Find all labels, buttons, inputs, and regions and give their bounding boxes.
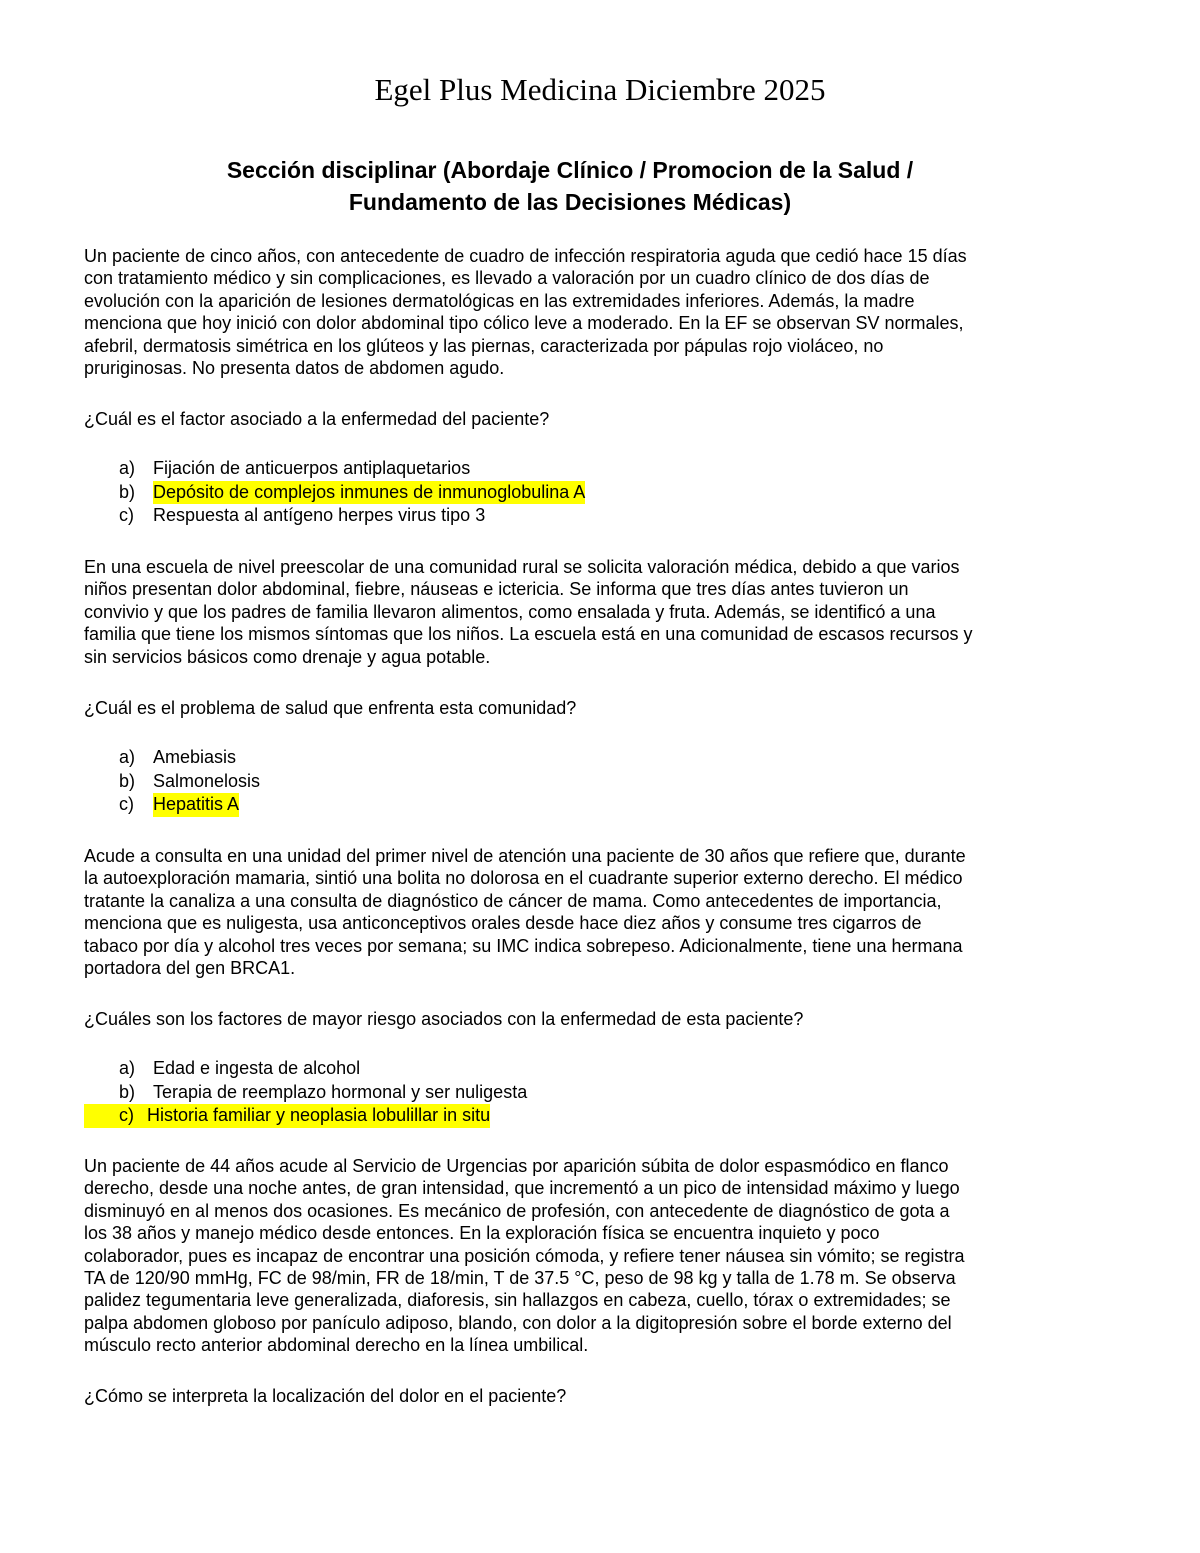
question-4 (84, 1385, 1084, 1407)
case-paragraph-2 (84, 556, 1084, 668)
question-2 (84, 697, 1084, 719)
section-heading-line-1: Sección disciplinar (Abordaje Clínico / Promocion de la Salud / (226, 157, 914, 183)
case-line: menciona que es nuligesta, usa anticonceptivos orales desde hace diez años y consume tres cigarros de (84, 913, 922, 934)
option-letter: b) (119, 1081, 136, 1102)
case-line: sin servicios básicos como drenaje y agua potable. (84, 646, 491, 667)
option-letter: a) (119, 1058, 136, 1078)
case-line: los 38 años y manejo médico desde entonces. En la exploración física se encuentra inquieto y poco (84, 1223, 880, 1244)
option-b (84, 770, 1084, 794)
section-heading-line-2: Fundamento de las Decisiones Médicas) (348, 189, 792, 215)
option-text-highlighted: Depósito de complejos inmunes de inmunoglobulina A (153, 481, 585, 505)
question-text: ¿Cuál es el factor asociado a la enfermedad del paciente? (84, 409, 550, 429)
case-paragraph-4 (84, 1155, 1084, 1357)
option-letter: c) (119, 505, 134, 525)
option-text: Respuesta al antígeno herpes virus tipo 3 (153, 505, 486, 525)
case-line: tratante la canaliza a una consulta de diagnóstico de cáncer de mama. Como antecedentes de importancia, (84, 890, 942, 911)
option-highlight (84, 1104, 490, 1128)
case-line: con tratamiento médico y sin complicaciones, es llevado a valoración por un cuadro clínico de dos días de (84, 268, 930, 289)
case-line: Un paciente de cinco años, con antecedente de cuadro de infección respiratoria aguda que cedió hace 15 días (84, 246, 967, 266)
option-c (84, 504, 1084, 528)
option-letter: b) (119, 481, 136, 502)
case-line: colaborador, pues es incapaz de encontrar una posición cómoda, y refiere tener náusea sin vómito; se registra (84, 1245, 965, 1266)
option-text: Fijación de anticuerpos antiplaquetarios (153, 458, 471, 478)
option-letter: c) (119, 1105, 134, 1125)
option-a (84, 457, 1084, 481)
option-a (84, 746, 1084, 770)
question-text: ¿Cuál es el problema de salud que enfrenta esta comunidad? (84, 698, 577, 718)
options-1 (84, 457, 1084, 528)
option-text: Amebiasis (153, 747, 237, 767)
option-a (84, 1057, 1084, 1081)
question-text: ¿Cuáles son los factores de mayor riesgo asociados con la enfermedad de esta paciente? (84, 1009, 804, 1029)
case-paragraph-3 (84, 845, 1084, 979)
case-line: músculo recto anterior abdominal derecho en la línea umbilical. (84, 1335, 589, 1356)
case-line: palpa abdomen globoso por panículo adiposo, blando, con dolor a la digitopresión sobre el borde externo del (84, 1312, 952, 1333)
case-line: disminuyó en al menos dos ocasiones. Es mecánico de profesión, con antecedente de diagnóstico de gota a (84, 1200, 950, 1221)
option-c-correct (84, 793, 1084, 817)
case-line: TA de 120/90 mmHg, FC de 98/min, FR de 18/min, T de 37.5 °C, peso de 98 kg y talla de 1.78 m. Se observa (84, 1268, 956, 1289)
question-1 (84, 408, 1084, 430)
case-line: tabaco por día y alcohol tres veces por semana; su IMC indica sobrepeso. Adicionalmente, tiene una hermana (84, 935, 963, 956)
option-text: Terapia de reemplazo hormonal y ser nuligesta (153, 1081, 528, 1102)
option-text: Edad e ingesta de alcohol (153, 1058, 361, 1078)
option-letter: a) (119, 458, 136, 478)
case-paragraph-1 (84, 245, 1084, 379)
option-letter: a) (119, 747, 136, 767)
question-text: ¿Cómo se interpreta la localización del dolor en el paciente? (84, 1386, 567, 1406)
option-text-highlighted: Hepatitis A (153, 793, 239, 817)
option-letter: b) (119, 770, 136, 791)
option-text-highlighted: Historia familiar y neoplasia lobulillar in situ (147, 1105, 491, 1125)
case-line: afebril, dermatosis simétrica en los glúteos y las piernas, caracterizada por pápulas rojo violáceo, no (84, 335, 884, 356)
case-line: En una escuela de nivel preescolar de una comunidad rural se solicita valoración médica, debido a que varios (84, 557, 960, 577)
case-line: la autoexploración mamaria, sintió una bolita no dolorosa en el cuadrante superior externo derecho. El médico (84, 868, 963, 889)
case-line: convivio y que los padres de familia llevaron alimentos, como ensalada y fruta. Además, se identificó a una (84, 601, 936, 622)
document-title: Egel Plus Medicina Diciembre 2025 (374, 72, 826, 107)
case-line: pruriginosas. No presenta datos de abdomen agudo. (84, 358, 505, 379)
option-c-correct (84, 1104, 1084, 1128)
case-line: familia que tiene los mismos síntomas que los niños. La escuela está en una comunidad de escasos recursos y (84, 624, 973, 645)
option-b-correct (84, 481, 1084, 505)
case-line: Un paciente de 44 años acude al Servicio de Urgencias por aparición súbita de dolor espasmódico en flanco (84, 1156, 949, 1176)
case-line: niños presentan dolor abdominal, fiebre, náuseas e ictericia. Se informa que tres días antes tuvieron un (84, 579, 909, 600)
case-line: derecho, desde una noche antes, de gran intensidad, que incrementó a un pico de intensidad máximo y luego (84, 1178, 960, 1199)
option-letter: c) (119, 794, 134, 814)
option-text: Salmonelosis (153, 770, 261, 791)
case-line: Acude a consulta en una unidad del primer nivel de atención una paciente de 30 años que refiere que, durante (84, 846, 966, 866)
section-heading (100, 154, 1040, 218)
case-line: palidez tegumentaria leve generalizada, diaforesis, sin hallazgos en cabeza, cuello, tórax o extremidades; se (84, 1290, 951, 1311)
case-line: evolución con la aparición de lesiones dermatológicas en las extremidades inferiores. Además, la madre (84, 290, 915, 311)
case-line: menciona que hoy inició con dolor abdominal tipo cólico leve a moderado. En la EF se observan SV normales, (84, 313, 964, 334)
options-3 (84, 1057, 1084, 1128)
option-b (84, 1081, 1084, 1105)
question-3 (84, 1008, 1084, 1030)
options-2 (84, 746, 1084, 817)
case-line: portadora del gen BRCA1. (84, 958, 296, 979)
